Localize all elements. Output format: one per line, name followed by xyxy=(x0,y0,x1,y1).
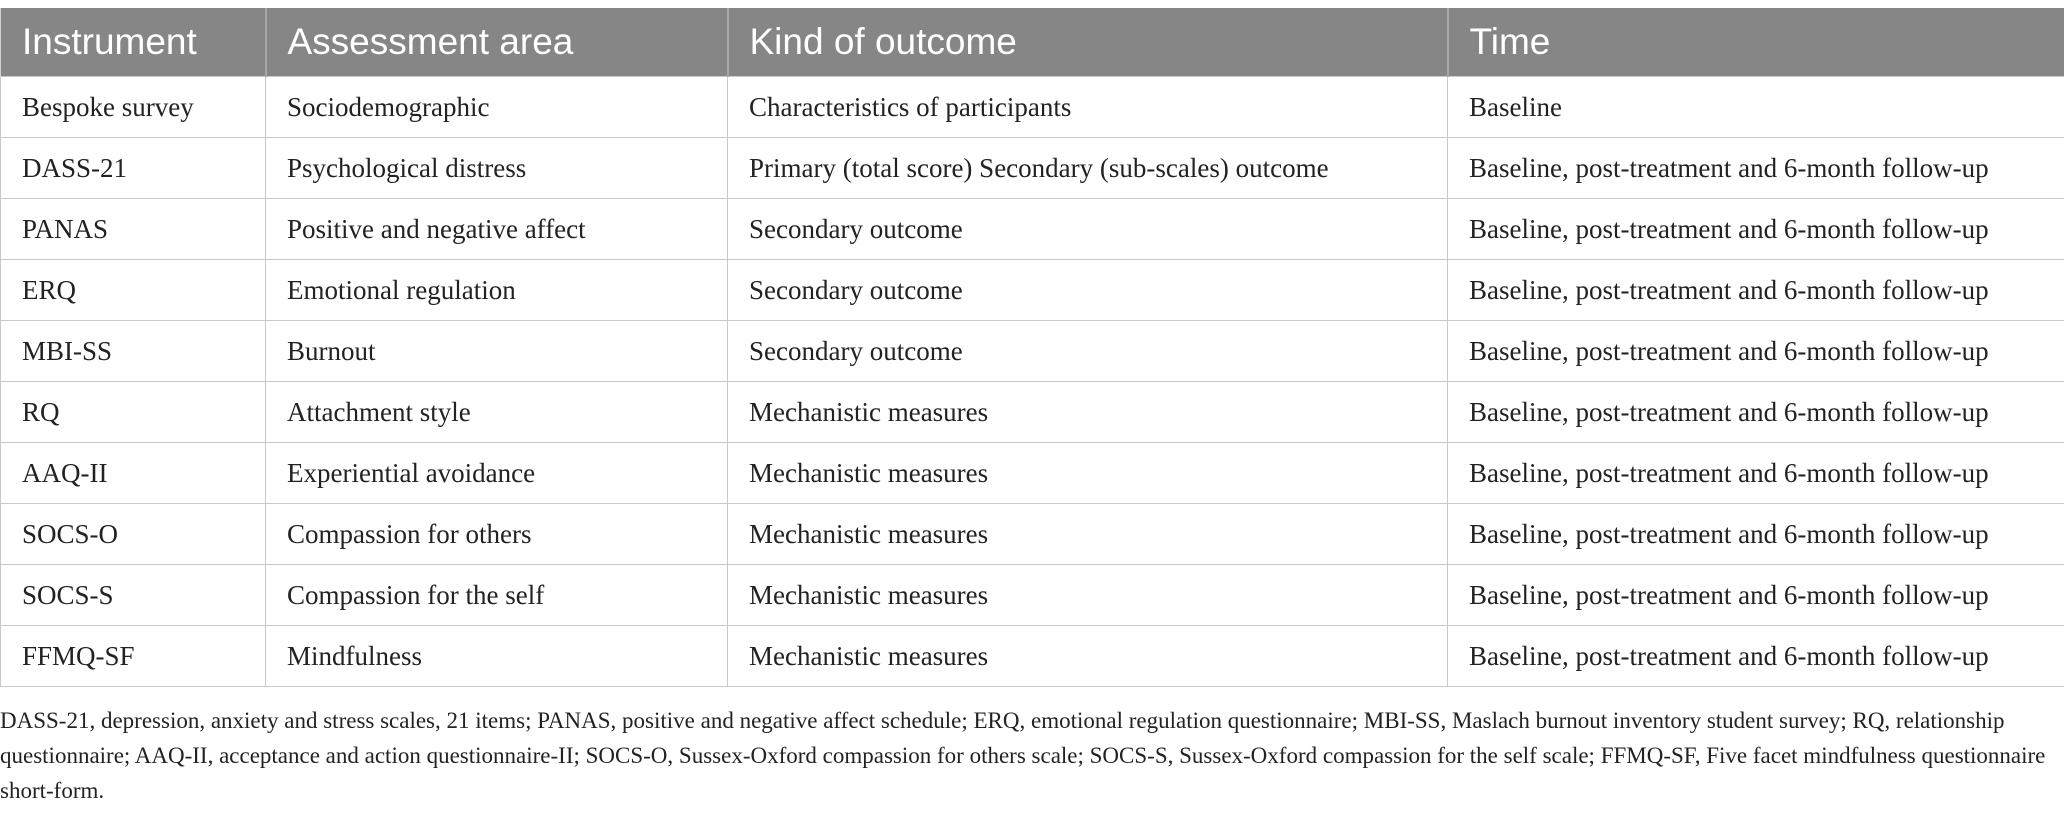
cell-time: Baseline, post-treatment and 6-month follow-up xyxy=(1448,321,2064,382)
cell-time: Baseline, post-treatment and 6-month follow-up xyxy=(1448,138,2064,199)
cell-instrument: SOCS-O xyxy=(1,504,266,565)
table-row xyxy=(1,260,2064,321)
cell-time: Baseline, post-treatment and 6-month follow-up xyxy=(1448,626,2064,687)
cell-time: Baseline, post-treatment and 6-month follow-up xyxy=(1448,382,2064,443)
table-row xyxy=(1,321,2064,382)
table-row xyxy=(1,565,2064,626)
header-kind-of-outcome: Kind of outcome xyxy=(728,8,1448,77)
cell-instrument: RQ xyxy=(1,382,266,443)
cell-instrument: AAQ-II xyxy=(1,443,266,504)
cell-assessment-area: Compassion for others xyxy=(266,504,728,565)
cell-assessment-area: Sociodemographic xyxy=(266,77,728,138)
cell-instrument: DASS-21 xyxy=(1,138,266,199)
cell-assessment-area: Burnout xyxy=(266,321,728,382)
table-row xyxy=(1,382,2064,443)
cell-assessment-area: Attachment style xyxy=(266,382,728,443)
cell-kind-of-outcome: Secondary outcome xyxy=(728,199,1448,260)
table-footnote: DASS-21, depression, anxiety and stress scales, 21 items; PANAS, positive and negative affect schedule; ERQ, emotional regulation questionnaire; MBI-SS, Maslach burnout inventory student survey; RQ, relationship questionnaire; AAQ-II, acceptance and action questionnaire-II; SOCS-O, Sussex-Oxford compassion for others scale; SOCS-S, Sussex-Oxford compassion for the self scale; FFMQ-SF, Five facet mindfulness questionnaire short-form. xyxy=(0,708,2046,803)
cell-instrument: Bespoke survey xyxy=(1,77,266,138)
table-row xyxy=(1,626,2064,687)
cell-kind-of-outcome: Mechanistic measures xyxy=(728,626,1448,687)
cell-kind-of-outcome: Mechanistic measures xyxy=(728,443,1448,504)
table-header-row xyxy=(1,8,2064,77)
table-row xyxy=(1,443,2064,504)
cell-instrument: FFMQ-SF xyxy=(1,626,266,687)
cell-time: Baseline, post-treatment and 6-month follow-up xyxy=(1448,565,2064,626)
table-row xyxy=(1,77,2064,138)
cell-time: Baseline, post-treatment and 6-month follow-up xyxy=(1448,504,2064,565)
cell-kind-of-outcome: Secondary outcome xyxy=(728,260,1448,321)
table-row xyxy=(1,138,2064,199)
cell-assessment-area: Psychological distress xyxy=(266,138,728,199)
cell-assessment-area: Emotional regulation xyxy=(266,260,728,321)
cell-kind-of-outcome: Mechanistic measures xyxy=(728,382,1448,443)
cell-time: Baseline, post-treatment and 6-month follow-up xyxy=(1448,260,2064,321)
cell-kind-of-outcome: Mechanistic measures xyxy=(728,565,1448,626)
header-assessment-area: Assessment area xyxy=(266,8,728,77)
instrument-table-container xyxy=(0,8,2064,687)
cell-kind-of-outcome: Characteristics of participants xyxy=(728,77,1448,138)
instrument-table xyxy=(0,8,2064,687)
header-instrument: Instrument xyxy=(1,8,266,77)
table-row xyxy=(1,504,2064,565)
table-row xyxy=(1,199,2064,260)
cell-kind-of-outcome: Secondary outcome xyxy=(728,321,1448,382)
cell-instrument: SOCS-S xyxy=(1,565,266,626)
cell-kind-of-outcome: Mechanistic measures xyxy=(728,504,1448,565)
cell-assessment-area: Mindfulness xyxy=(266,626,728,687)
cell-assessment-area: Positive and negative affect xyxy=(266,199,728,260)
cell-instrument: ERQ xyxy=(1,260,266,321)
cell-instrument: PANAS xyxy=(1,199,266,260)
cell-kind-of-outcome: Primary (total score) Secondary (sub-scales) outcome xyxy=(728,138,1448,199)
header-time: Time xyxy=(1448,8,2064,77)
cell-assessment-area: Compassion for the self xyxy=(266,565,728,626)
cell-assessment-area: Experiential avoidance xyxy=(266,443,728,504)
cell-time: Baseline xyxy=(1448,77,2064,138)
cell-time: Baseline, post-treatment and 6-month follow-up xyxy=(1448,199,2064,260)
cell-time: Baseline, post-treatment and 6-month follow-up xyxy=(1448,443,2064,504)
cell-instrument: MBI-SS xyxy=(1,321,266,382)
